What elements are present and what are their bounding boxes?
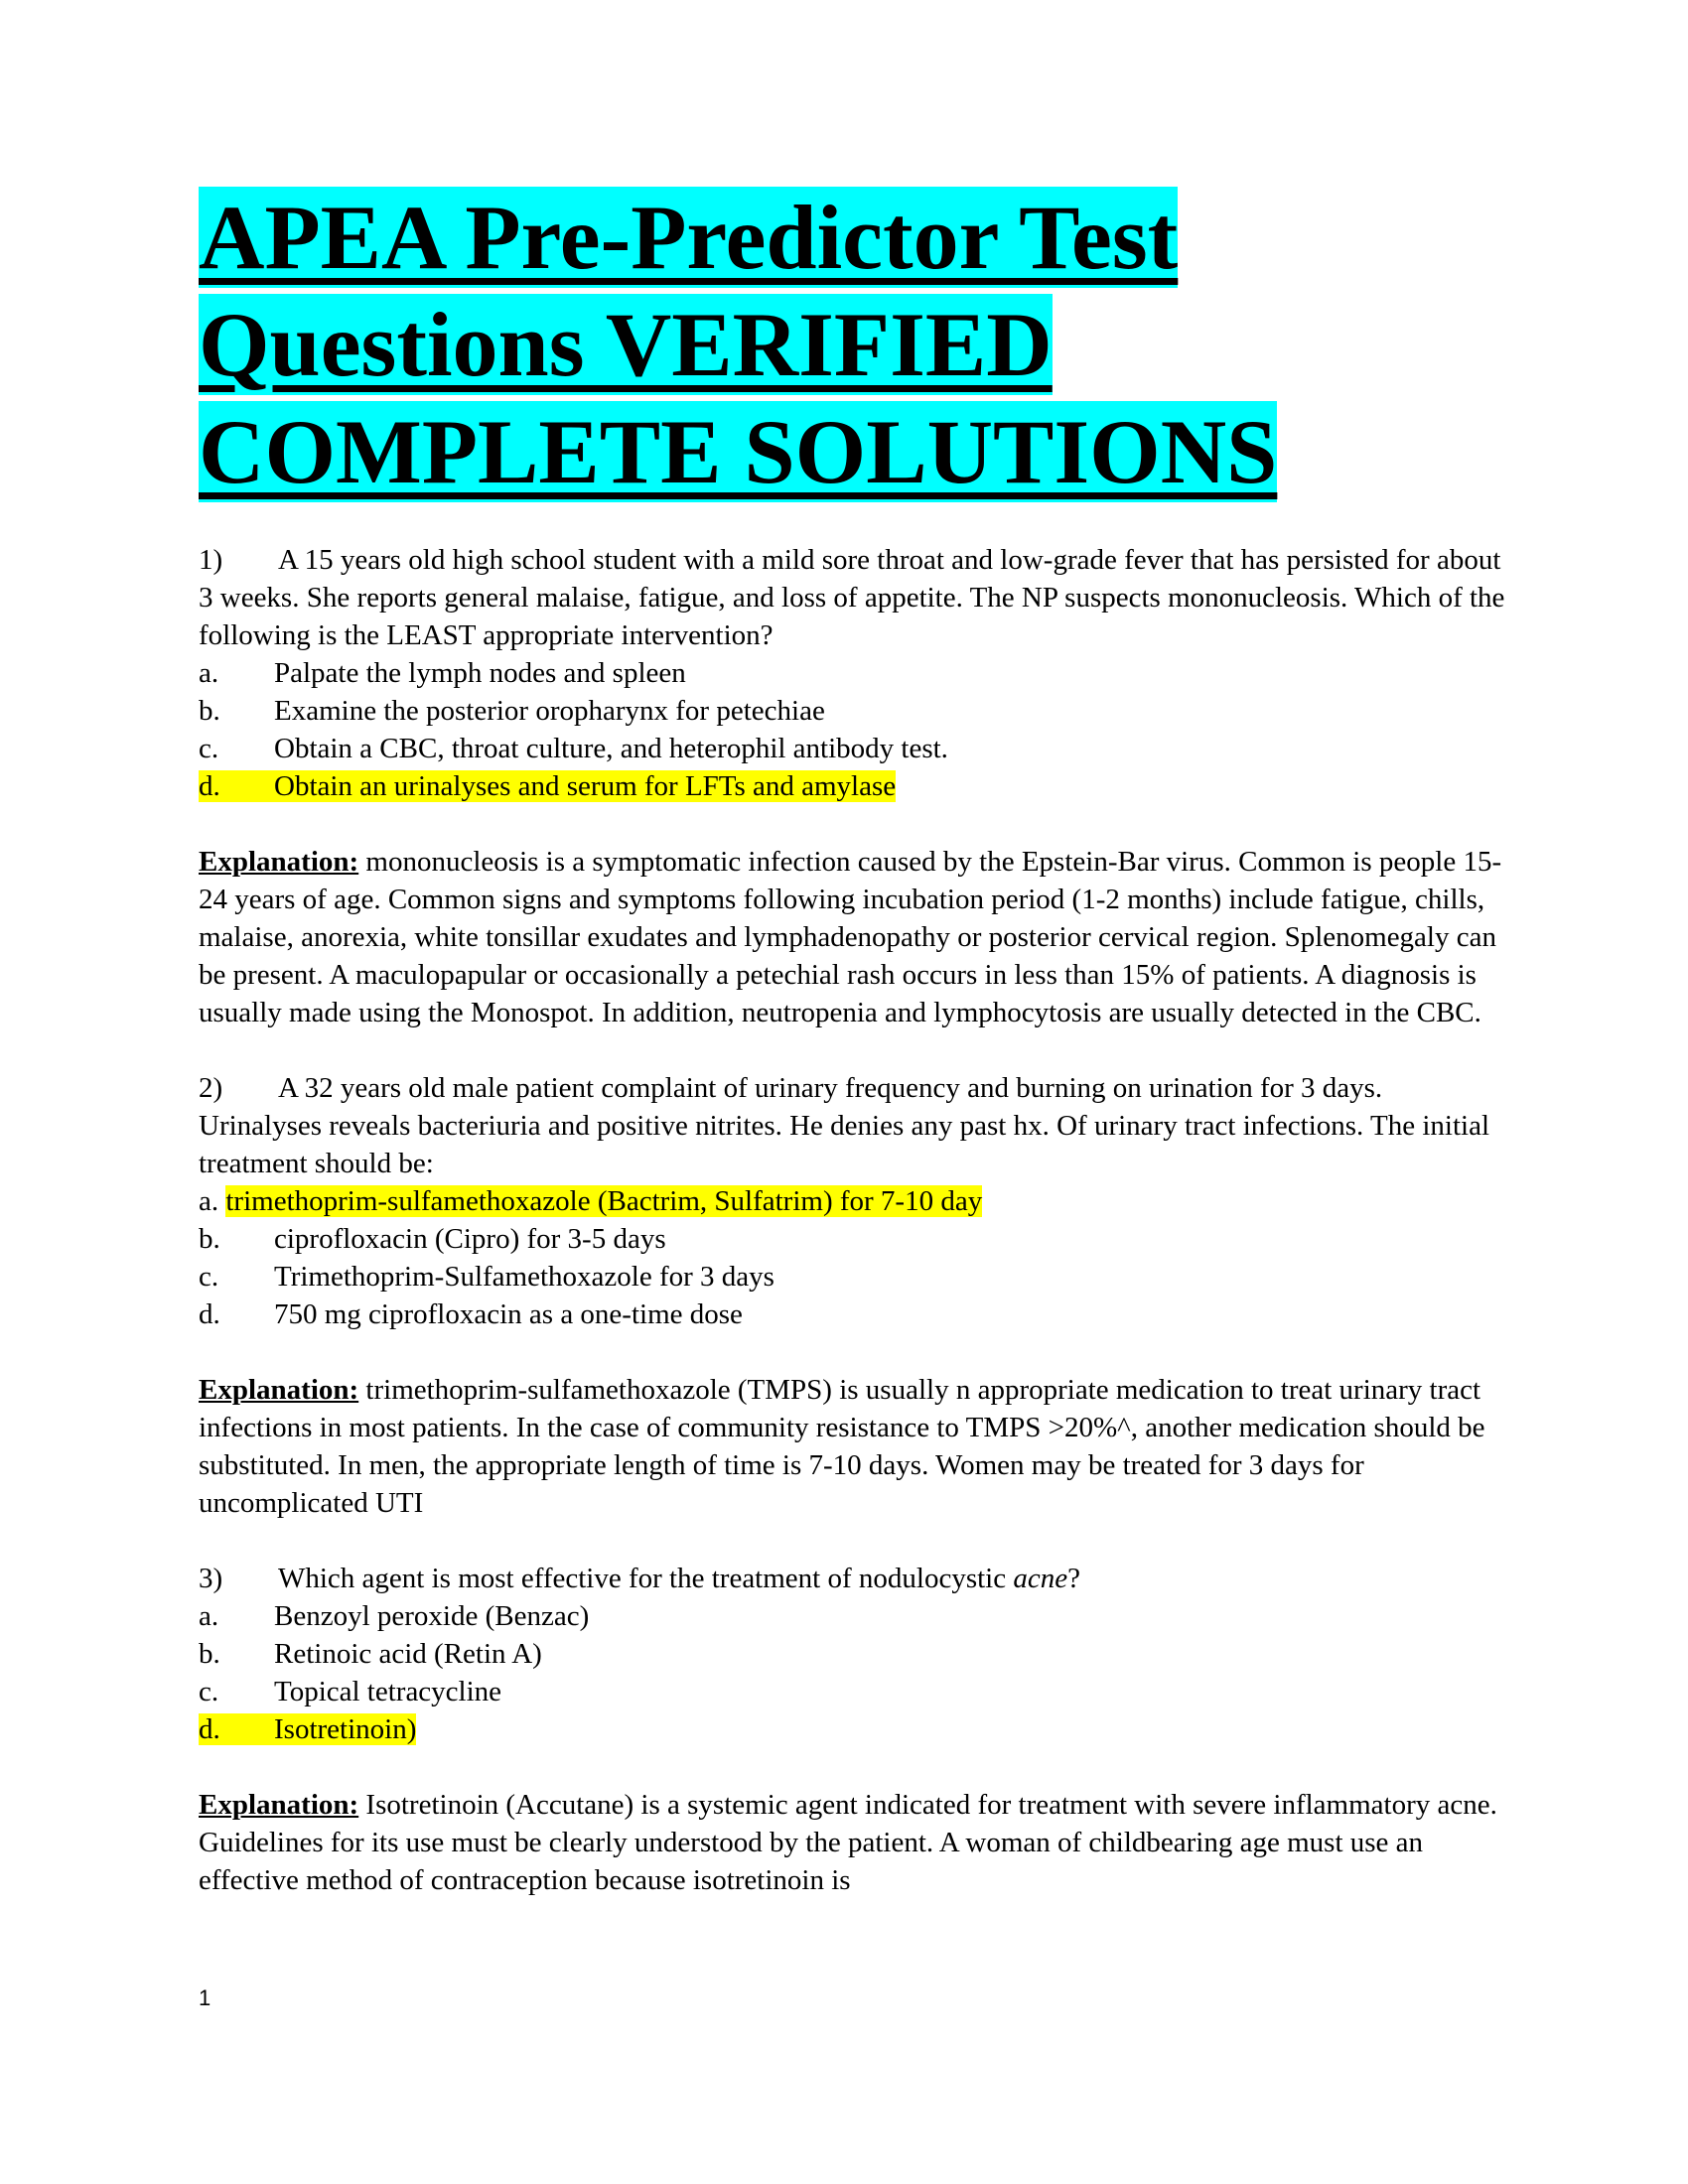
option-letter: c. xyxy=(199,1261,219,1293)
option-letter: a. xyxy=(199,657,219,689)
option-letter: b. xyxy=(199,1223,220,1255)
option-text: Obtain an urinalyses and serum for LFTs and amylase xyxy=(274,770,897,802)
question-stem xyxy=(199,1560,1509,1597)
option-a xyxy=(199,1597,1509,1635)
option-b xyxy=(199,1635,1509,1673)
option-text: Benzoyl peroxide (Benzac) xyxy=(274,1600,590,1632)
option-letter: b. xyxy=(199,695,220,727)
document-title xyxy=(199,184,1509,505)
question-1 xyxy=(199,541,1509,1069)
option-letter: a. xyxy=(199,1185,219,1217)
question-text-end: ? xyxy=(1067,1563,1080,1594)
document-page xyxy=(199,184,1509,1899)
option-text: 750 mg ciprofloxacin as a one-time dose xyxy=(274,1298,743,1330)
option-text: Palpate the lymph nodes and spleen xyxy=(274,657,686,689)
explanation-label: Explanation: xyxy=(199,1374,359,1406)
option-text: Examine the posterior oropharynx for petechiae xyxy=(274,695,825,727)
explanation-text: mononucleosis is a symptomatic infection caused by the Epstein-Bar virus. Common is people 15-24 years of age. Common signs and symptoms following incubation period (1-2 months) include fatigue, chills, malaise, anorexia, white tonsillar exudates and lymphadenopathy or posterior cervical region. Splenomegaly can be present. A maculopapular or occasionally a petechial rash occurs in less than 15% of patients. A diagnosis is usually made using the Monospot. In addition, neutropenia and lymphocytosis are usually detected in the CBC. xyxy=(199,846,1502,1028)
explanation-text: Isotretinoin (Accutane) is a systemic agent indicated for treatment with severe inflammatory acne. Guidelines for its use must be clearly understood by the patient. A woman of childbearing age must use an effective method of contraception because isotretinoin is xyxy=(199,1789,1497,1896)
explanation xyxy=(199,1371,1509,1522)
option-letter: d. xyxy=(199,770,220,802)
option-text: ciprofloxacin (Cipro) for 3-5 days xyxy=(274,1223,666,1255)
option-c xyxy=(199,1258,1509,1296)
option-text: trimethoprim-sulfamethoxazole (Bactrim, Sulfatrim) for 7-10 day xyxy=(225,1185,983,1217)
question-text: A 32 years old male patient complaint of urinary frequency and burning on urination for 3 days. Urinalyses reveals bacteriuria and positive nitrites. He denies any past hx. Of urinary tract infections. The initial treatment should be: xyxy=(199,1072,1490,1179)
option-letter: b. xyxy=(199,1638,220,1670)
option-text: Isotretinoin) xyxy=(274,1713,417,1745)
option-letter: c. xyxy=(199,733,219,764)
question-stem xyxy=(199,541,1509,654)
option-b xyxy=(199,1220,1509,1258)
explanation-label: Explanation: xyxy=(199,846,359,878)
option-text: Obtain a CBC, throat culture, and heterophil antibody test. xyxy=(274,733,948,764)
option-letter: a. xyxy=(199,1600,219,1632)
question-text: A 15 years old high school student with a mild sore throat and low-grade fever that has persisted for about 3 weeks. She reports general malaise, fatigue, and loss of appetite. The NP suspects mononucleosis. Which of the following is the LEAST appropriate intervention? xyxy=(199,544,1505,651)
option-a xyxy=(199,654,1509,692)
explanation xyxy=(199,1786,1509,1899)
option-c xyxy=(199,1673,1509,1710)
option-a-answer xyxy=(199,1182,1509,1220)
explanation xyxy=(199,843,1509,1031)
option-b xyxy=(199,692,1509,730)
option-letter: d. xyxy=(199,1298,220,1330)
question-text-emphasis: acne xyxy=(1013,1563,1068,1594)
explanation-text: trimethoprim-sulfamethoxazole (TMPS) is usually n appropriate medication to treat urinary tract infections in most patients. In the case of community resistance to TMPS >20%^, another medication should be substituted. In men, the appropriate length of time is 7-10 days. Women may be treated for 3 days for uncomplicated UTI xyxy=(199,1374,1485,1519)
question-stem xyxy=(199,1069,1509,1182)
question-number: 2) xyxy=(199,1072,223,1104)
title-line-1: APEA Pre-Predictor Test xyxy=(199,187,1179,288)
title-line-2: Questions VERIFIED xyxy=(199,294,1053,395)
option-letter: c. xyxy=(199,1676,219,1707)
explanation-label: Explanation: xyxy=(199,1789,359,1821)
option-text: Retinoic acid (Retin A) xyxy=(274,1638,542,1670)
question-text: Which agent is most effective for the treatment of nodulocystic xyxy=(278,1563,1014,1594)
question-number: 1) xyxy=(199,544,223,576)
title-line-3: COMPLETE SOLUTIONS xyxy=(199,401,1278,502)
option-text: Trimethoprim-Sulfamethoxazole for 3 days xyxy=(274,1261,774,1293)
option-d-answer xyxy=(199,767,1509,805)
option-d-answer xyxy=(199,1710,1509,1748)
option-c xyxy=(199,730,1509,767)
page-number: 1 xyxy=(199,1985,211,2010)
option-letter: d. xyxy=(199,1713,220,1745)
option-text: Topical tetracycline xyxy=(274,1676,502,1707)
question-3 xyxy=(199,1560,1509,1899)
option-d xyxy=(199,1296,1509,1333)
question-2 xyxy=(199,1069,1509,1560)
question-number: 3) xyxy=(199,1563,223,1594)
